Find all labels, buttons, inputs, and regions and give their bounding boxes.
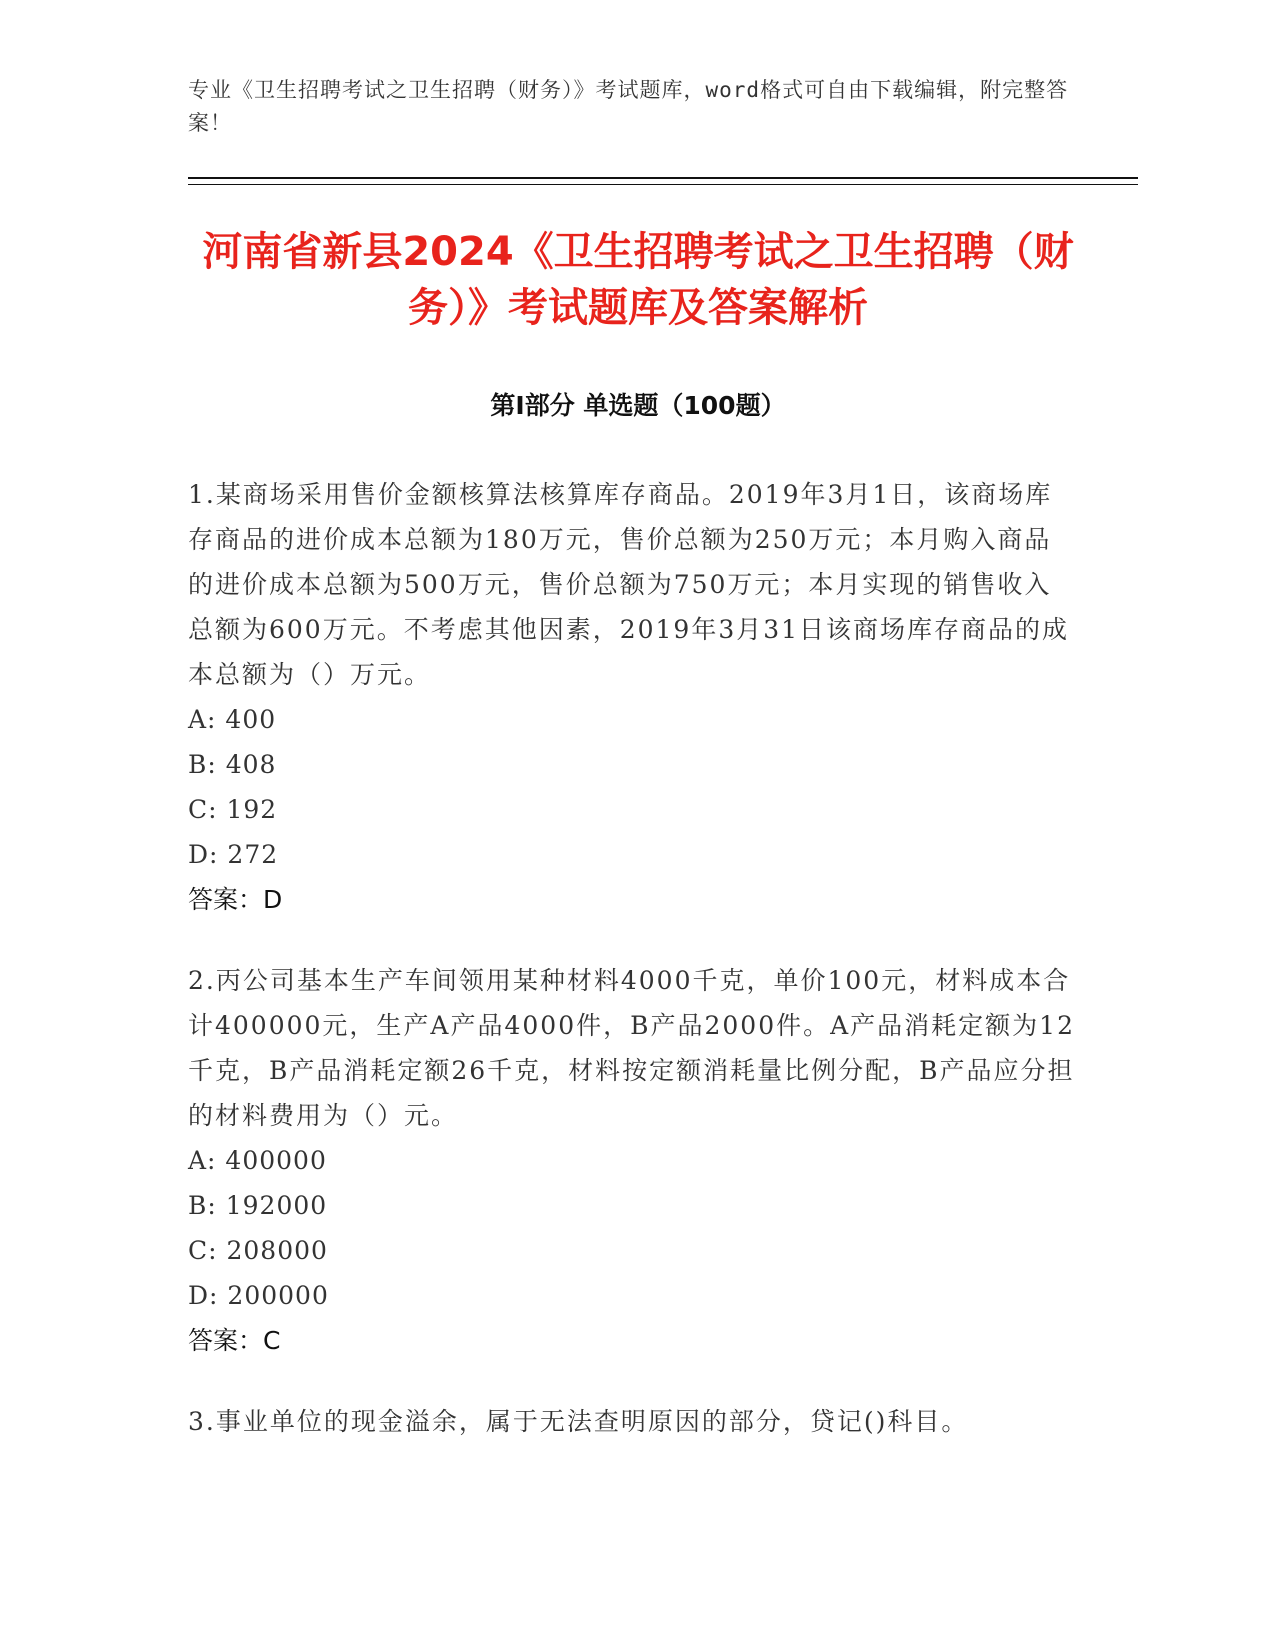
header-divider-thick — [188, 177, 1138, 179]
question-stem: 2.丙公司基本生产车间领用某种材料4000千克，单价100元，材料成本合计400000元，生产A产品4000件，B产品2000件。A产品消耗定额为12千克，B产品消耗定额26千克，材料按定额消耗量比例分配，B产品应分担的材料费用为（）元。 — [188, 966, 1075, 1130]
option-d: D: 200000 — [188, 1281, 329, 1310]
question-3 — [188, 1399, 1078, 1444]
question-list — [188, 472, 1078, 1480]
section-heading: 第Ⅰ部分 单选题（100题） — [490, 391, 786, 420]
option-c: C: 192 — [188, 795, 278, 824]
answer-line: 答案：D — [188, 885, 283, 914]
question-stem: 3.事业单位的现金溢余，属于无法查明原因的部分，贷记()科目。 — [188, 1407, 969, 1436]
header-note: 专业《卫生招聘考试之卫生招聘（财务）》考试题库，word格式可自由下载编辑，附完整答案！ — [188, 78, 1069, 135]
option-b: B: 192000 — [188, 1191, 328, 1220]
answer-line: 答案：C — [188, 1326, 281, 1355]
document-title: 河南省新县2024《卫生招聘考试之卫生招聘（财务）》考试题库及答案解析 — [202, 229, 1074, 331]
option-b: B: 408 — [188, 750, 277, 779]
option-a: A: 400 — [188, 705, 277, 734]
option-d: D: 272 — [188, 840, 279, 869]
header-divider-thin — [188, 184, 1138, 185]
question-stem: 1.某商场采用售价金额核算法核算库存商品。2019年3月1日，该商场库存商品的进价成本总额为180万元，售价总额为250万元；本月购入商品的进价成本总额为500万元，售价总额为750万元；本月实现的销售收入总额为600万元。不考虑其他因素，2019年3月31日该商场库存商品的成本总额为（）万元。 — [188, 480, 1070, 689]
option-a: A: 400000 — [188, 1146, 327, 1175]
question-2 — [188, 958, 1078, 1363]
question-1 — [188, 472, 1078, 922]
option-c: C: 208000 — [188, 1236, 328, 1265]
